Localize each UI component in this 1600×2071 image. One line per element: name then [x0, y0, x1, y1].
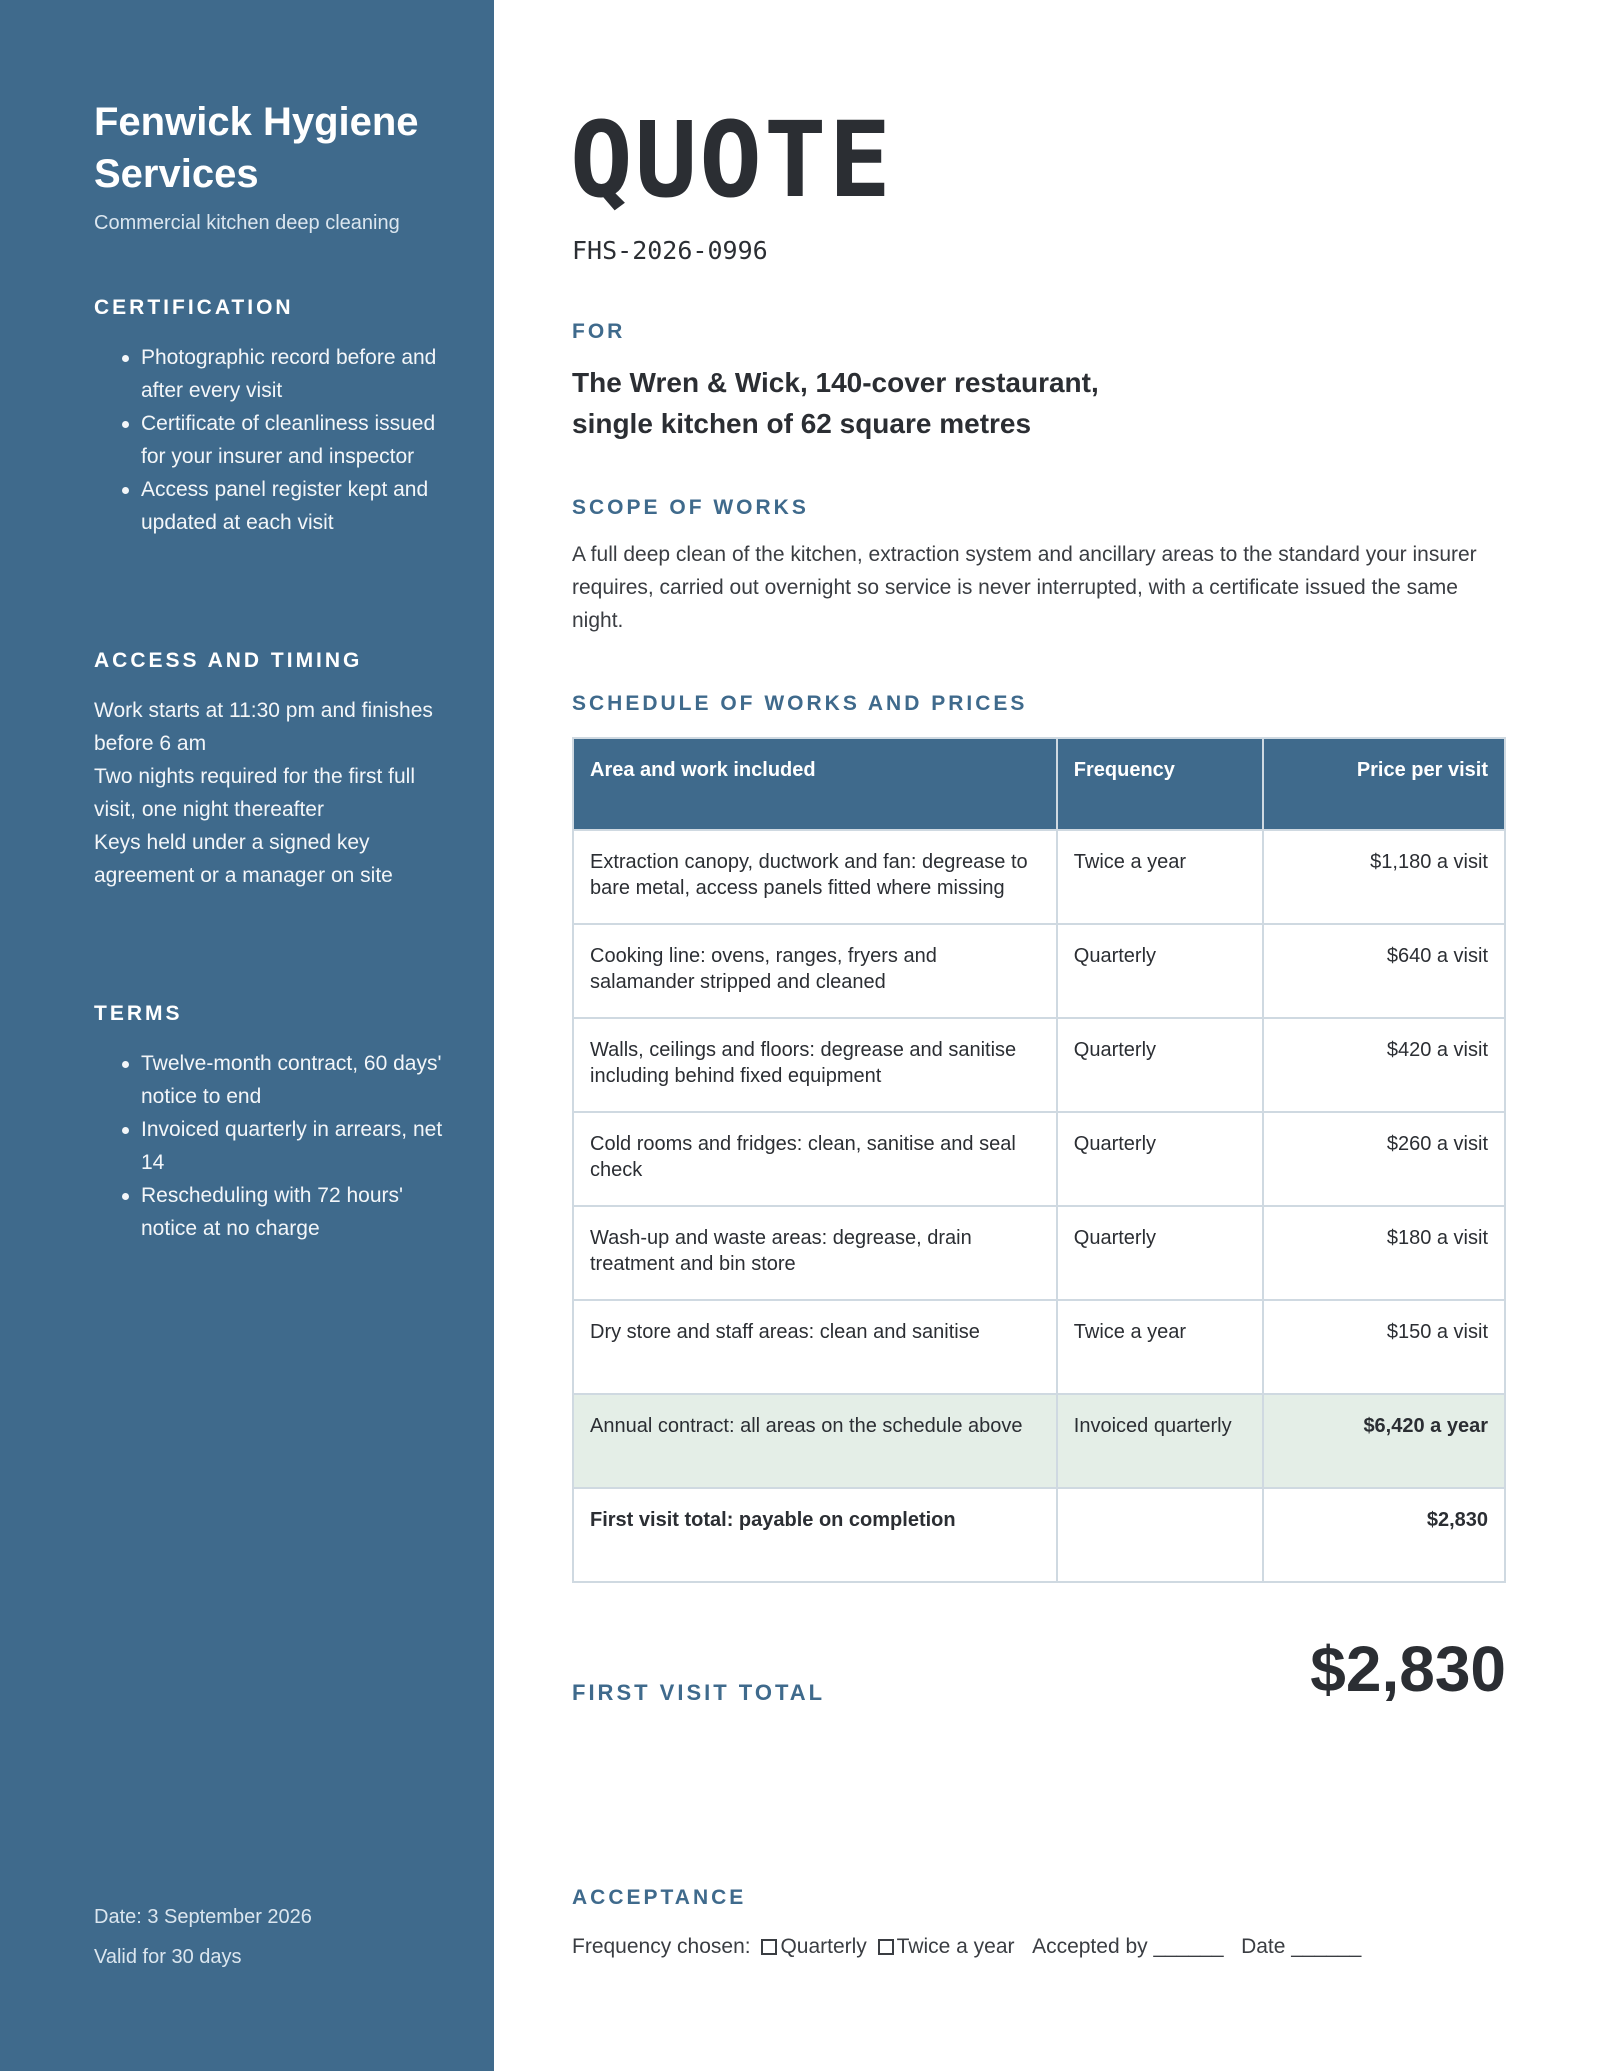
frequency-cell: Quarterly	[1057, 924, 1263, 1018]
column-header: Price per visit	[1263, 738, 1506, 830]
accepted-by-field[interactable]: Accepted by ______	[1032, 1935, 1224, 1958]
area-cell: Cooking line: ovens, ranges, fryers and salamander stripped and cleaned	[573, 924, 1057, 1018]
client-description: The Wren & Wick, 140-cover restaurant, single kitchen of 62 square metres	[572, 367, 1099, 439]
access-text	[94, 694, 434, 892]
area-cell: Wash-up and waste areas: degrease, drain treatment and bin store	[573, 1206, 1057, 1300]
list-item: Access panel register kept and updated at each visit	[94, 473, 454, 539]
scope-heading: SCOPE OF WORKS	[572, 496, 809, 519]
frequency-cell: Quarterly	[1057, 1112, 1263, 1206]
frequency-label: Frequency chosen:	[572, 1935, 751, 1958]
twice-a-year-checkbox[interactable]	[878, 1939, 894, 1955]
first-visit-total-value: $2,830	[1310, 1633, 1506, 1705]
list-item: Photographic record before and after every visit	[94, 341, 454, 407]
first-visit-total-label: FIRST VISIT TOTAL	[572, 1680, 826, 1705]
price-cell: $6,420 a year	[1263, 1394, 1506, 1488]
acceptance-line	[572, 1935, 1361, 1959]
column-header: Area and work included	[573, 738, 1057, 830]
table-row	[573, 1206, 1505, 1300]
list-item: Twelve-month contract, 60 days' notice to end	[94, 1047, 454, 1113]
price-cell: $640 a visit	[1263, 924, 1506, 1018]
acceptance-heading: ACCEPTANCE	[572, 1886, 747, 1909]
quarterly-checkbox[interactable]	[761, 1939, 777, 1955]
price-cell: $180 a visit	[1263, 1206, 1506, 1300]
frequency-cell	[1057, 1488, 1263, 1582]
terms-list	[94, 1047, 454, 1245]
price-cell: $150 a visit	[1263, 1300, 1506, 1394]
frequency-cell: Quarterly	[1057, 1018, 1263, 1112]
for-heading: FOR	[572, 320, 626, 343]
total-row	[573, 1488, 1505, 1582]
scope-text: A full deep clean of the kitchen, extraction system and ancillary areas to the standard your insurer requires, carried out overnight so service is never interrupted, with a certificate issued the same night.	[572, 543, 1477, 632]
schedule-table	[572, 737, 1506, 1583]
access-line: Two nights required for the first full visit, one night thereafter	[94, 765, 415, 821]
area-cell: Extraction canopy, ductwork and fan: degrease to bare metal, access panels fitted where missing	[573, 830, 1057, 924]
company-name: Fenwick Hygiene Services	[94, 100, 419, 196]
document-title: QUOTE	[570, 99, 894, 221]
table-header-row	[573, 738, 1505, 830]
quote-validity: Valid for 30 days	[94, 1946, 242, 1968]
quarterly-option-label: Quarterly	[780, 1935, 867, 1958]
area-cell: First visit total: payable on completion	[573, 1488, 1057, 1582]
quote-date: Date: 3 September 2026	[94, 1906, 312, 1928]
table-row	[573, 830, 1505, 924]
certification-list	[94, 341, 454, 539]
table-row	[573, 924, 1505, 1018]
access-heading: ACCESS AND TIMING	[94, 649, 363, 672]
acceptance-date-field[interactable]: Date ______	[1241, 1935, 1362, 1958]
area-cell: Walls, ceilings and floors: degrease and sanitise including behind fixed equipment	[573, 1018, 1057, 1112]
access-line: Work starts at 11:30 pm and finishes before 6 am	[94, 699, 433, 755]
access-line: Keys held under a signed key agreement or a manager on site	[94, 831, 393, 887]
twice-a-year-option-label: Twice a year	[896, 1935, 1015, 1958]
area-cell: Annual contract: all areas on the schedule above	[573, 1394, 1057, 1488]
table-row	[573, 1300, 1505, 1394]
area-cell: Dry store and staff areas: clean and sanitise	[573, 1300, 1057, 1394]
price-cell: $2,830	[1263, 1488, 1506, 1582]
area-cell: Cold rooms and fridges: clean, sanitise and seal check	[573, 1112, 1057, 1206]
table-row	[573, 1018, 1505, 1112]
price-cell: $260 a visit	[1263, 1112, 1506, 1206]
terms-heading: TERMS	[94, 1002, 183, 1025]
list-item: Invoiced quarterly in arrears, net 14	[94, 1113, 454, 1179]
table-row	[573, 1112, 1505, 1206]
frequency-cell: Twice a year	[1057, 830, 1263, 924]
frequency-cell: Twice a year	[1057, 1300, 1263, 1394]
list-item: Rescheduling with 72 hours' notice at no charge	[94, 1179, 454, 1245]
list-item: Certificate of cleanliness issued for your insurer and inspector	[94, 407, 454, 473]
column-header: Frequency	[1057, 738, 1263, 830]
company-tagline: Commercial kitchen deep cleaning	[94, 212, 400, 234]
price-cell: $420 a visit	[1263, 1018, 1506, 1112]
price-cell: $1,180 a visit	[1263, 830, 1506, 924]
schedule-heading: SCHEDULE OF WORKS AND PRICES	[572, 692, 1028, 715]
sidebar	[0, 0, 494, 2071]
contract-row	[573, 1394, 1505, 1488]
quote-number: FHS-2026-0996	[572, 236, 768, 265]
certification-heading: CERTIFICATION	[94, 296, 294, 319]
frequency-cell: Invoiced quarterly	[1057, 1394, 1263, 1488]
frequency-cell: Quarterly	[1057, 1206, 1263, 1300]
